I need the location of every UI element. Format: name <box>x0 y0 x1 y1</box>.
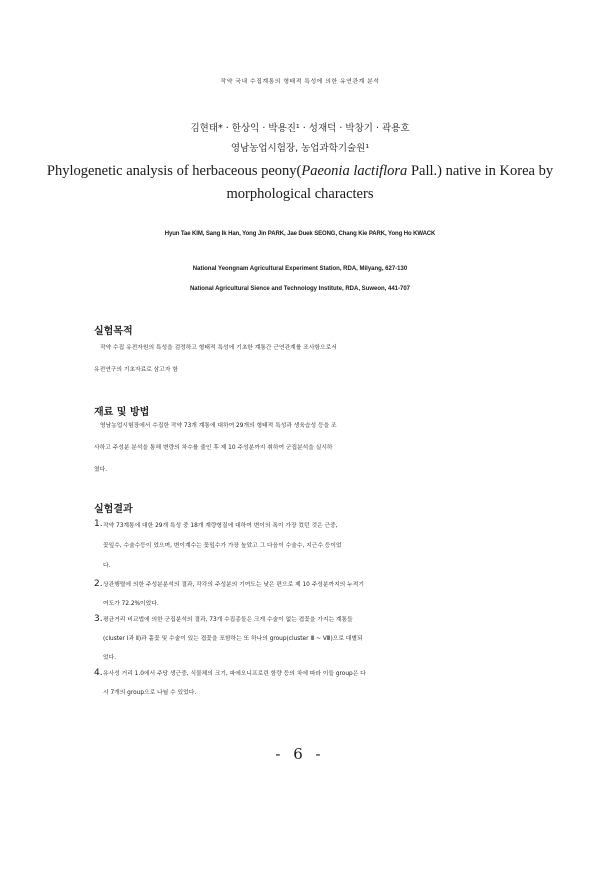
title-en-suffix: Pall.) native in Korea by <box>407 163 554 179</box>
authors-english: Hyun Tae KIM, Sang Ik Han, Yong Jin PARK, Jae Duek SEONG, Chang Kie PARK, Yong Ho KWACK <box>164 231 436 237</box>
result-4-line-1: 유사성 거리 1.0에서 주당 생근중, 식물체의 크기, 파에오니프로린 함량 등의 차에 따라 이들 group은 다 <box>103 671 366 677</box>
section-heading-results: 실험결과 <box>94 504 133 515</box>
objective-line-2: 유전연구의 기초자료로 삼고자 함 <box>94 367 178 373</box>
result-item-number: 1. <box>94 519 103 529</box>
paper-title-english <box>40 160 560 206</box>
objective-line-1: 작약 수집 유전자원의 특성을 검정하고 형태적 특성에 기초한 계통간 근연관계를 조사함으로서 <box>100 345 337 351</box>
materials-line-1: 영남농업시험장에서 수집한 작약 73개 계통에 대하여 29개의 형태적 특성과 생육습성 등을 조 <box>100 423 337 429</box>
section-heading-materials: 재료 및 방법 <box>94 407 150 418</box>
result-item-number: 2. <box>94 579 103 589</box>
materials-paragraph <box>94 415 514 481</box>
result-1-line-1: 작약 73계통에 대한 29개 특성 중 18개 계량형질에 대하여 변이의 폭이 가장 컸던 것은 근중, <box>103 523 338 529</box>
result-4-line-2: 시 7개의 group으로 나뉠 수 있었다. <box>103 690 197 696</box>
affiliation-english-2: National Agricultural Sience and Technology Institute, RDA, Suweon, 441-707 <box>189 286 411 292</box>
title-en-prefix: Phylogenetic analysis of herbaceous peony( <box>46 163 302 179</box>
materials-line-2: 사하고 주성분 분석을 통해 변량의 차수를 줄인 후 제 10 주성분까지 취하여 군집분석을 실시하 <box>94 445 333 451</box>
result-1-line-3: 다. <box>103 563 111 569</box>
materials-line-3: 였다. <box>94 467 108 473</box>
result-2-line-2: 여도가 72.2%이었다. <box>103 601 159 607</box>
result-item-3 <box>94 611 518 668</box>
result-item-number: 3. <box>94 614 103 624</box>
result-3-line-2: (cluster Ⅰ과 Ⅱ)과 홑꽃 및 수술이 있는 겹꽃을 포함하는 또 하나의 group(cluster Ⅲ ~ Ⅷ)으로 대별되 <box>103 636 363 642</box>
objective-paragraph <box>94 337 514 381</box>
authors-korean: 김현태* · 한상익 · 박용진¹ · 성재덕 · 박창기 · 곽용호 <box>190 123 410 134</box>
result-item-1 <box>94 516 518 576</box>
affiliation-english-1: National Yeongnam Agricultural Experiment Station, RDA, Milyang, 627-130 <box>192 266 408 272</box>
section-heading-objective: 실험목적 <box>94 326 133 337</box>
result-3-line-3: 었다. <box>103 655 117 661</box>
result-item-number: 4. <box>94 668 103 678</box>
result-item-4 <box>94 665 518 703</box>
paper-title-korean: 작약 국내 수집계통의 형태적 특성에 의한 유연관계 분석 <box>220 79 380 85</box>
title-en-line2: morphological characters <box>226 186 374 202</box>
title-en-species: Paeonia lactiflora <box>301 163 408 179</box>
result-1-line-2: 꽃잎수, 수술수등이 었으며, 변이계수는 꽃잎수가 가장 높았고 그 다음이 수술수, 지근수 등이었 <box>103 543 342 549</box>
affiliation-korean: 영남농업시험장, 농업과학기술원¹ <box>230 143 370 154</box>
result-item-2 <box>94 576 518 614</box>
page-number: - 6 - <box>275 745 325 763</box>
result-3-line-1: 평균거리 비교법에 의한 군집분석의 결과, 73개 수집종들은 크게 수술이 없는 겹꽃을 가지는 계통들 <box>103 617 353 623</box>
result-2-line-1: 상관행렬에 의한 주성분분석의 결과, 각각의 주성분의 기여도는 낮은 편으로 제 10 주성분까지의 누적기 <box>103 582 364 588</box>
